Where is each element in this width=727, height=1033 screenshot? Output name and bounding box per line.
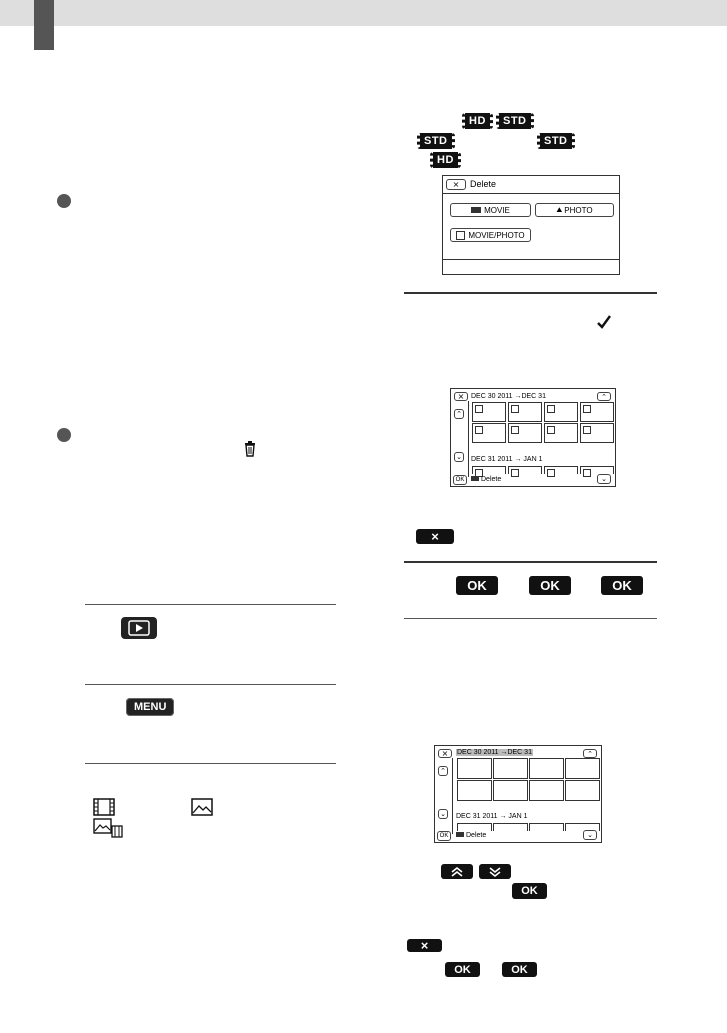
- checkmark-icon: [596, 314, 612, 330]
- thumbnail[interactable]: [472, 402, 506, 422]
- thumbnail[interactable]: [457, 758, 492, 779]
- divider: [85, 684, 336, 685]
- std-icon: STD: [496, 113, 534, 129]
- menu-button-icon: MENU: [126, 698, 174, 716]
- thumbnail[interactable]: [493, 823, 528, 831]
- thumbnail[interactable]: [565, 780, 600, 801]
- divider: [85, 604, 336, 605]
- movie-icon: [471, 207, 481, 213]
- thumbnail[interactable]: [580, 402, 614, 422]
- ok-icon: OK: [601, 576, 643, 595]
- step-marker-2: [57, 428, 71, 442]
- ok-button[interactable]: OK: [437, 831, 451, 841]
- thumbnail[interactable]: [508, 402, 542, 422]
- thumbnail[interactable]: [544, 402, 578, 422]
- scroll-top-button[interactable]: ⌃: [583, 749, 597, 758]
- movie-button[interactable]: MOVIE: [450, 203, 531, 217]
- step-marker-1: [57, 194, 71, 208]
- ok-icon: OK: [502, 962, 537, 977]
- close-button[interactable]: ×: [454, 392, 468, 401]
- group-label: DEC 30 2011 →DEC 31: [471, 393, 546, 400]
- thumbnail[interactable]: [472, 423, 506, 443]
- hd-icon: HD: [430, 152, 461, 168]
- film-icon: [93, 798, 115, 816]
- thumbnail[interactable]: [529, 780, 564, 801]
- thumbnail[interactable]: [472, 466, 506, 474]
- down-button[interactable]: ⌄: [454, 452, 464, 462]
- thumbnail[interactable]: [508, 423, 542, 443]
- photo-button[interactable]: ⛰ PHOTO: [535, 203, 614, 217]
- movie-photo-icon: [93, 818, 123, 838]
- scroll-bottom-button[interactable]: ⌄: [583, 830, 597, 840]
- movie-photo-button[interactable]: MOVIE/PHOTO: [450, 228, 531, 242]
- play-button-icon: [121, 617, 157, 639]
- delete-label: Delete: [456, 832, 486, 839]
- delete-label: Delete: [471, 476, 501, 483]
- photo-icon: [191, 798, 213, 816]
- scrollbar: [452, 758, 453, 834]
- delete-menu-screen: [442, 175, 620, 275]
- thumbnail[interactable]: [457, 780, 492, 801]
- ok-icon: OK: [445, 962, 480, 977]
- trash-icon: [243, 441, 257, 457]
- divider: [85, 763, 336, 764]
- thumbnail[interactable]: [493, 758, 528, 779]
- divider: [404, 292, 657, 294]
- ok-icon: OK: [456, 576, 498, 595]
- header-bar: [0, 0, 727, 26]
- scroll-top-button[interactable]: ⌃: [597, 392, 611, 401]
- double-up-icon: [441, 864, 473, 879]
- std-icon: STD: [417, 133, 455, 149]
- screen-title: Delete: [470, 179, 497, 189]
- thumbnail-screen: [450, 388, 616, 487]
- thumbnail[interactable]: [580, 466, 614, 474]
- thumbnail[interactable]: [457, 823, 492, 831]
- group-label: DEC 31 2011 → JAN 1: [471, 456, 543, 463]
- close-icon: ×: [416, 529, 454, 544]
- divider: [404, 561, 657, 563]
- ok-icon: OK: [529, 576, 571, 595]
- close-icon: ×: [407, 939, 442, 952]
- thumbnail[interactable]: [508, 466, 542, 474]
- divider: [443, 259, 619, 260]
- down-button[interactable]: ⌄: [438, 809, 448, 819]
- thumbnail[interactable]: [565, 758, 600, 779]
- photo-icon: ⛰: [556, 205, 563, 214]
- close-button[interactable]: ×: [438, 749, 452, 758]
- thumbnail[interactable]: [493, 780, 528, 801]
- thumbnail-screen-range: [434, 745, 602, 843]
- divider: [443, 193, 619, 194]
- scrollbar: [468, 401, 469, 477]
- double-down-icon: [479, 864, 511, 879]
- group-label: DEC 30 2011 →DEC 31: [457, 749, 532, 756]
- ok-button[interactable]: OK: [453, 475, 467, 485]
- thumbnail[interactable]: [529, 823, 564, 831]
- thumbnail[interactable]: [544, 423, 578, 443]
- std-icon: STD: [537, 133, 575, 149]
- close-button[interactable]: ×: [446, 179, 466, 190]
- scroll-bottom-button[interactable]: ⌄: [597, 474, 611, 484]
- hd-icon: HD: [462, 113, 493, 129]
- header-tab: [34, 0, 54, 50]
- movie-photo-icon: [456, 231, 465, 240]
- ok-icon: OK: [512, 883, 547, 899]
- group-label: DEC 31 2011 → JAN 1: [456, 813, 528, 820]
- thumbnail[interactable]: [529, 758, 564, 779]
- thumbnail[interactable]: [544, 466, 578, 474]
- divider: [404, 618, 657, 619]
- thumbnail[interactable]: [580, 423, 614, 443]
- up-button[interactable]: ⌃: [454, 409, 464, 419]
- up-button[interactable]: ⌃: [438, 766, 448, 776]
